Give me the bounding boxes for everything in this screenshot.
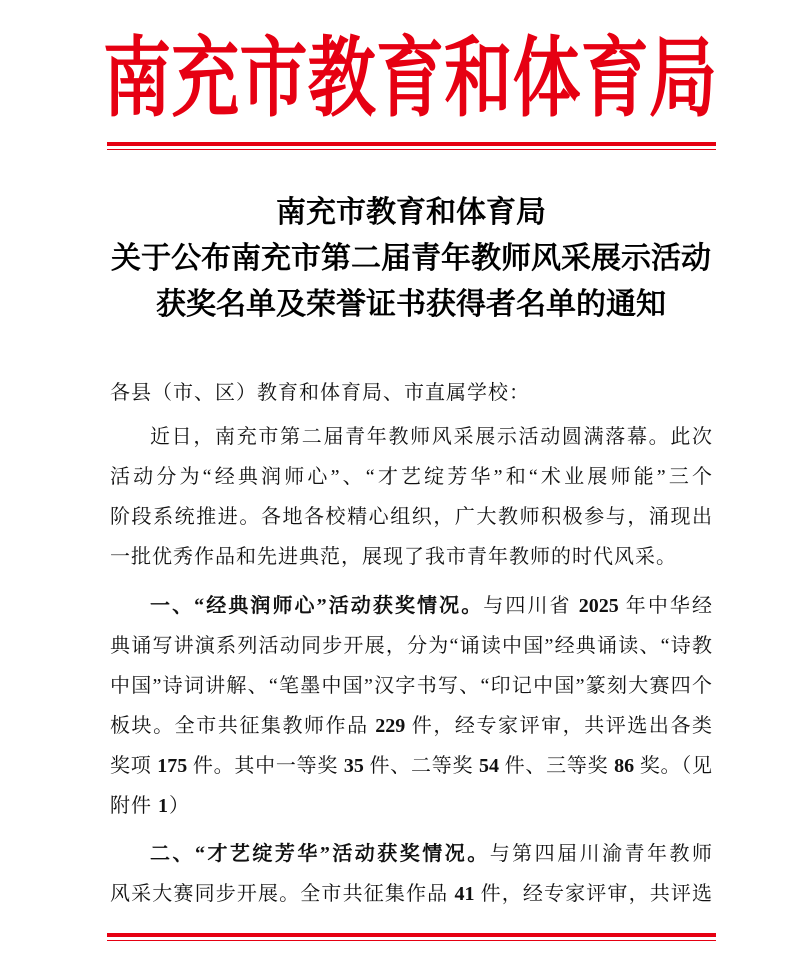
section-1-line (110, 706, 712, 746)
section-2-text: 与第四届川渝青年教师 (489, 843, 713, 865)
competition-year: 2025 (578, 594, 619, 617)
notice-title (105, 190, 717, 328)
paragraph-intro (110, 417, 712, 577)
section-2-text: 风采大赛同步开展。全市共征集作品 (110, 883, 455, 905)
award-total-count: 175 (157, 754, 188, 777)
section-1-text: ） (169, 794, 190, 817)
section-2-talent-award-results (110, 834, 712, 914)
section-1-text: 奖项 (110, 754, 158, 777)
section-1-text: 件，经专家评审，共评选出各类 (405, 714, 713, 737)
section-1-line (110, 786, 712, 826)
paragraph-line: 近日，南充市第二届青年教师风采展示活动圆满落幕。此次 (150, 426, 712, 448)
section-1-text: 年中华经 (618, 594, 713, 617)
submission-count: 41 (454, 883, 475, 905)
section-2-text: 件，经专家评审，共评选 (474, 883, 713, 905)
section-1-text: 附件 (110, 794, 158, 817)
title-subject-line-cont: 获奖名单及荣誉证书获得者名单的通知 (156, 288, 666, 321)
section-1-line: 中国”诗词讲解、“笔墨中国”汉字书写、“印记中国”篆刻大赛四个 (110, 674, 712, 697)
footer-red-rule-thin (107, 940, 716, 942)
title-issuer-line: 南充市教育和体育局 (276, 196, 546, 229)
letterhead-red-rule-thin (107, 149, 716, 151)
section-1-line: 典诵写讲演系列活动同步开展，分为“诵读中国”经典诵读、“诗教 (110, 634, 712, 657)
section-1-text: 板块。全市共征集教师作品 (110, 714, 376, 737)
section-1-line (110, 586, 712, 626)
section-1-text: 件、三等奖 (498, 754, 615, 777)
section-1-text: 件、二等奖 (363, 754, 479, 777)
section-1-text: 奖。（见 (634, 754, 713, 777)
paragraph-line: 一批优秀作品和先进典范，展现了我市青年教师的时代风采。 (110, 546, 677, 568)
section-1-line (110, 746, 712, 786)
submission-count: 229 (375, 714, 406, 737)
section-1-text: 与四川省 (483, 594, 579, 617)
third-prize-count: 86 (614, 754, 635, 777)
second-prize-count: 54 (478, 754, 499, 777)
section-2-heading: 二、“才艺绽芳华”活动获奖情况。 (150, 843, 490, 865)
letterhead-org-name: 南充市教育和体育局 (103, 29, 717, 128)
section-1-classics-award-results (110, 586, 712, 826)
section-1-heading: 一、“经典润师心”活动获奖情况。 (150, 594, 484, 617)
paragraph-line: 活动分为“经典润师心”、“才艺绽芳华”和“术业展师能”三个 (110, 466, 712, 488)
salutation: 各县（市、区）教育和体育局、市直属学校： (110, 382, 530, 404)
first-prize-count: 35 (343, 754, 364, 777)
section-1-text: 件。其中一等奖 (187, 754, 344, 777)
footer-red-rule-thick (107, 933, 716, 937)
section-2-line (110, 834, 712, 874)
title-subject-line: 关于公布南充市第二届青年教师风采展示活动 (111, 242, 711, 275)
letterhead-red-rule-thick (107, 142, 716, 146)
attachment-number: 1 (158, 794, 169, 817)
paragraph-line: 阶段系统推进。各地各校精心组织，广大教师积极参与，涌现出 (110, 506, 712, 528)
notice-body (110, 373, 712, 914)
section-2-line (110, 874, 712, 914)
